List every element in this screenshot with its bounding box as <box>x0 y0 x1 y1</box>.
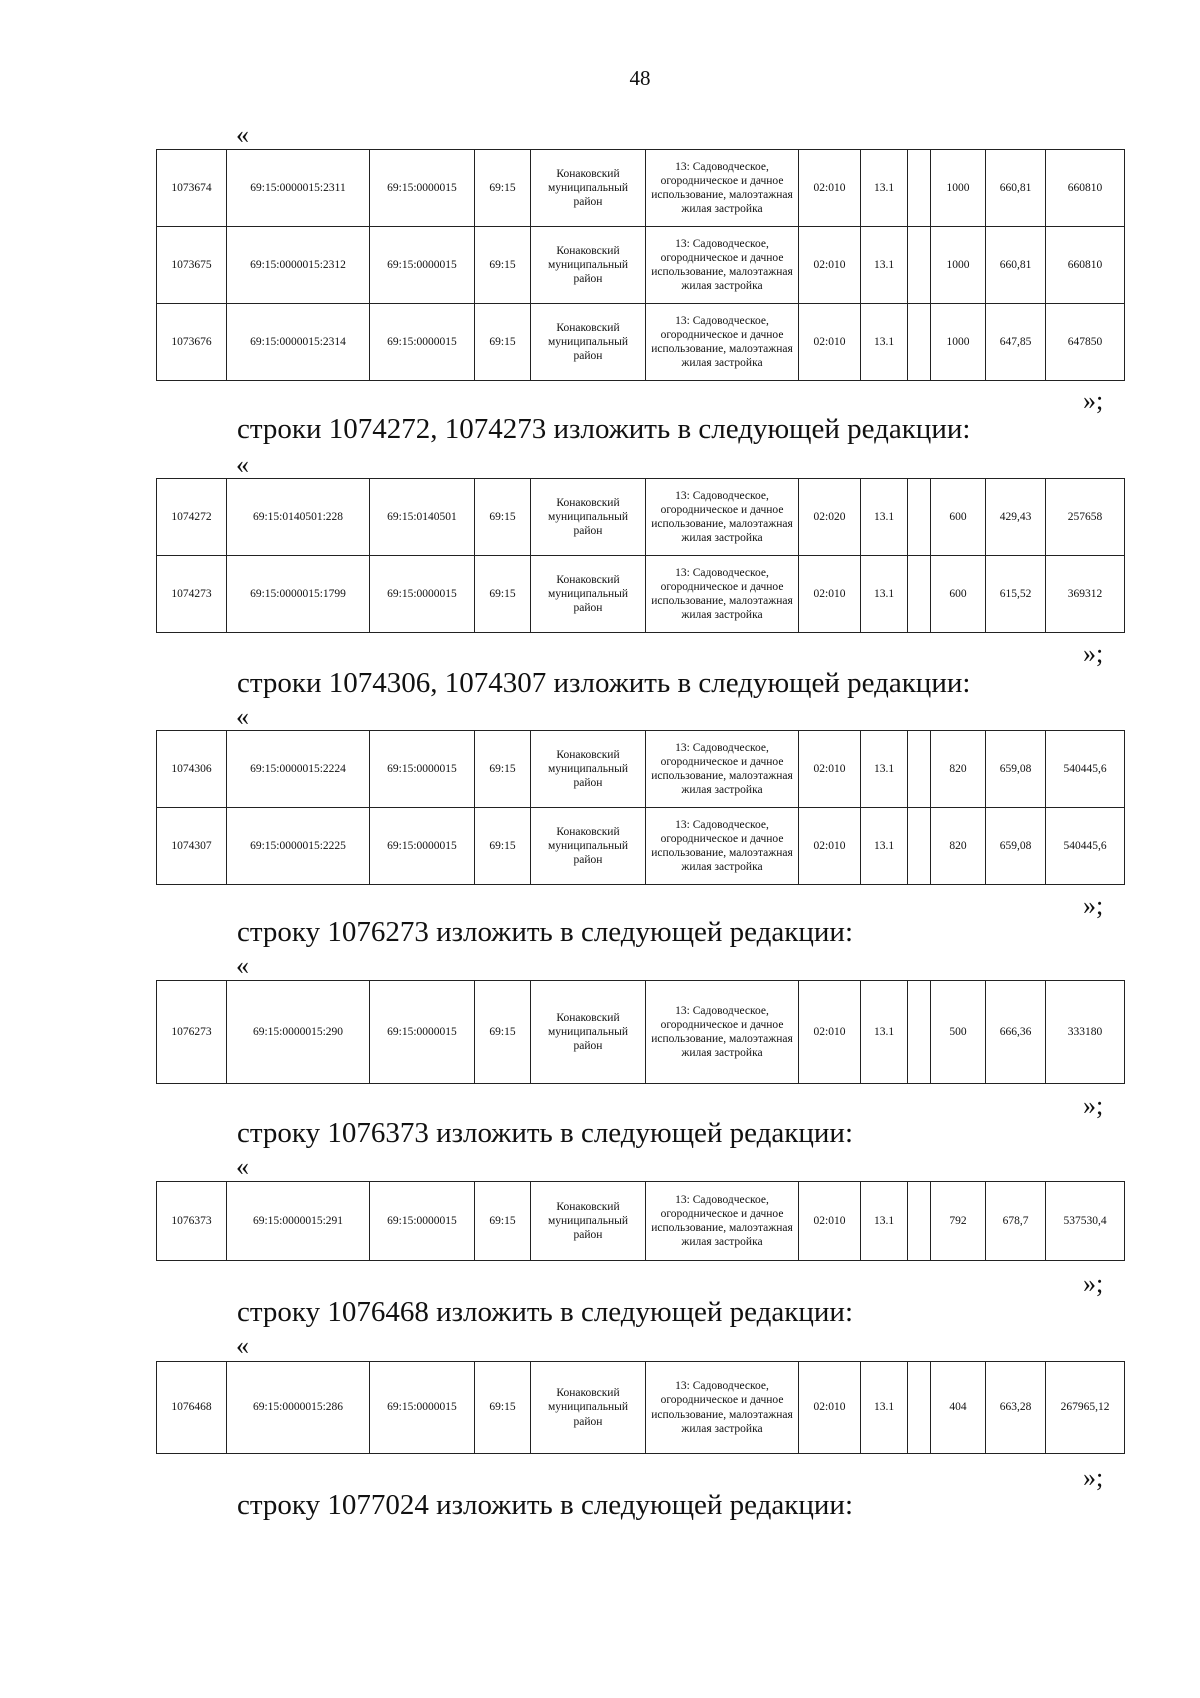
cell-land-use: 13: Садоводческое, огородническое и дачное использование, малоэтажная жилая застройка <box>646 808 799 885</box>
cell-code: 02:010 <box>799 227 861 304</box>
cell-rate: 659,08 <box>986 808 1046 885</box>
opening-quote: « <box>236 450 249 479</box>
opening-quote: « <box>236 120 249 149</box>
cell-value: 540445,6 <box>1046 808 1125 885</box>
cell-value: 267965,12 <box>1046 1362 1125 1454</box>
cell-quarter: 69:15:0000015 <box>370 227 475 304</box>
cell-cadastral-number: 69:15:0000015:2224 <box>227 731 370 808</box>
closing-quote: »; <box>1083 1091 1104 1120</box>
cell-quarter: 69:15:0000015 <box>370 731 475 808</box>
cell-blank <box>908 1182 931 1261</box>
opening-quote: « <box>236 702 249 731</box>
cell-value: 369312 <box>1046 556 1125 633</box>
cell-district-code: 69:15 <box>475 1182 531 1261</box>
data-table <box>156 730 1125 885</box>
opening-quote: « <box>236 951 249 980</box>
cell-code: 02:010 <box>799 1362 861 1454</box>
cell-code: 02:010 <box>799 981 861 1084</box>
cell-blank <box>908 1362 931 1454</box>
cell-value: 333180 <box>1046 981 1125 1084</box>
cell-district-code: 69:15 <box>475 808 531 885</box>
cell-land-use: 13: Садоводческое, огородническое и дачное использование, малоэтажная жилая застройка <box>646 1362 799 1454</box>
cell-rate: 647,85 <box>986 304 1046 381</box>
cell-district: Конаковский муниципальный район <box>531 731 646 808</box>
table-row <box>157 981 1125 1084</box>
cell-blank <box>908 304 931 381</box>
cell-area: 1000 <box>931 227 986 304</box>
cell-blank <box>908 808 931 885</box>
cell-id: 1076273 <box>157 981 227 1084</box>
cell-land-use: 13: Садоводческое, огородническое и дачное использование, малоэтажная жилая застройка <box>646 479 799 556</box>
cell-id: 1074307 <box>157 808 227 885</box>
cell-area: 600 <box>931 556 986 633</box>
cell-quarter: 69:15:0000015 <box>370 1182 475 1261</box>
closing-quote: »; <box>1083 1463 1104 1492</box>
cell-rate: 659,08 <box>986 731 1046 808</box>
cell-district: Конаковский муниципальный район <box>531 1182 646 1261</box>
cell-group: 13.1 <box>861 981 908 1084</box>
cell-id: 1074272 <box>157 479 227 556</box>
cell-area: 404 <box>931 1362 986 1454</box>
cell-land-use: 13: Садоводческое, огородническое и дачное использование, малоэтажная жилая застройка <box>646 981 799 1084</box>
cell-cadastral-number: 69:15:0000015:2314 <box>227 304 370 381</box>
cell-area: 820 <box>931 731 986 808</box>
cell-cadastral-number: 69:15:0000015:290 <box>227 981 370 1084</box>
cell-id: 1073675 <box>157 227 227 304</box>
cell-area: 600 <box>931 479 986 556</box>
table-row <box>157 150 1125 227</box>
cell-id: 1073676 <box>157 304 227 381</box>
cell-cadastral-number: 69:15:0000015:2312 <box>227 227 370 304</box>
cell-district-code: 69:15 <box>475 1362 531 1454</box>
opening-quote: « <box>236 1331 249 1360</box>
cell-cadastral-number: 69:15:0000015:291 <box>227 1182 370 1261</box>
cell-blank <box>908 556 931 633</box>
cell-blank <box>908 981 931 1084</box>
cell-group: 13.1 <box>861 731 908 808</box>
cell-district: Конаковский муниципальный район <box>531 150 646 227</box>
cell-value: 257658 <box>1046 479 1125 556</box>
closing-quote: »; <box>1083 386 1104 415</box>
cell-rate: 663,28 <box>986 1362 1046 1454</box>
cell-rate: 660,81 <box>986 150 1046 227</box>
cell-blank <box>908 150 931 227</box>
cell-district-code: 69:15 <box>475 479 531 556</box>
cell-district: Конаковский муниципальный район <box>531 227 646 304</box>
cell-blank <box>908 731 931 808</box>
cell-district-code: 69:15 <box>475 981 531 1084</box>
instruction-text: строку 1076373 изложить в следующей редакции: <box>237 1117 853 1149</box>
instruction-text: строки 1074272, 1074273 изложить в следующей редакции: <box>237 413 971 445</box>
closing-quote: »; <box>1083 1269 1104 1298</box>
cell-district-code: 69:15 <box>475 150 531 227</box>
cell-land-use: 13: Садоводческое, огородническое и дачное использование, малоэтажная жилая застройка <box>646 1182 799 1261</box>
cell-district-code: 69:15 <box>475 731 531 808</box>
page-number: 48 <box>629 66 651 90</box>
cell-rate: 429,43 <box>986 479 1046 556</box>
cell-rate: 666,36 <box>986 981 1046 1084</box>
cell-area: 792 <box>931 1182 986 1261</box>
data-table <box>156 1361 1125 1454</box>
table-row <box>157 731 1125 808</box>
cell-blank <box>908 479 931 556</box>
cell-group: 13.1 <box>861 150 908 227</box>
cell-district-code: 69:15 <box>475 304 531 381</box>
closing-quote: »; <box>1083 891 1104 920</box>
cell-code: 02:010 <box>799 304 861 381</box>
cell-code: 02:010 <box>799 556 861 633</box>
table-row <box>157 1362 1125 1454</box>
cell-district: Конаковский муниципальный район <box>531 304 646 381</box>
data-table <box>156 1181 1125 1261</box>
table-row <box>157 1182 1125 1261</box>
opening-quote: « <box>236 1152 249 1181</box>
cell-value: 660810 <box>1046 227 1125 304</box>
cell-id: 1076373 <box>157 1182 227 1261</box>
cell-id: 1073674 <box>157 150 227 227</box>
cell-district-code: 69:15 <box>475 227 531 304</box>
cell-value: 540445,6 <box>1046 731 1125 808</box>
cell-district-code: 69:15 <box>475 556 531 633</box>
cell-value: 660810 <box>1046 150 1125 227</box>
cell-cadastral-number: 69:15:0000015:1799 <box>227 556 370 633</box>
cell-quarter: 69:15:0000015 <box>370 808 475 885</box>
cell-group: 13.1 <box>861 808 908 885</box>
cell-area: 1000 <box>931 150 986 227</box>
cell-district: Конаковский муниципальный район <box>531 556 646 633</box>
instruction-text: строки 1074306, 1074307 изложить в следующей редакции: <box>237 667 971 699</box>
cell-rate: 678,7 <box>986 1182 1046 1261</box>
cell-code: 02:010 <box>799 150 861 227</box>
cell-quarter: 69:15:0140501 <box>370 479 475 556</box>
cell-cadastral-number: 69:15:0000015:2311 <box>227 150 370 227</box>
cell-blank <box>908 227 931 304</box>
cell-quarter: 69:15:0000015 <box>370 556 475 633</box>
cell-land-use: 13: Садоводческое, огородническое и дачное использование, малоэтажная жилая застройка <box>646 150 799 227</box>
cell-cadastral-number: 69:15:0140501:228 <box>227 479 370 556</box>
cell-rate: 615,52 <box>986 556 1046 633</box>
cell-group: 13.1 <box>861 304 908 381</box>
data-table <box>156 478 1125 633</box>
cell-land-use: 13: Садоводческое, огородническое и дачное использование, малоэтажная жилая застройка <box>646 227 799 304</box>
cell-group: 13.1 <box>861 1182 908 1261</box>
cell-group: 13.1 <box>861 556 908 633</box>
table-row <box>157 227 1125 304</box>
cell-district: Конаковский муниципальный район <box>531 479 646 556</box>
table-row <box>157 304 1125 381</box>
cell-quarter: 69:15:0000015 <box>370 304 475 381</box>
cell-land-use: 13: Садоводческое, огородническое и дачное использование, малоэтажная жилая застройка <box>646 731 799 808</box>
cell-id: 1076468 <box>157 1362 227 1454</box>
cell-quarter: 69:15:0000015 <box>370 981 475 1084</box>
data-table <box>156 149 1125 381</box>
instruction-text: строку 1077024 изложить в следующей редакции: <box>237 1489 853 1521</box>
table-row <box>157 479 1125 556</box>
cell-id: 1074273 <box>157 556 227 633</box>
cell-value: 537530,4 <box>1046 1182 1125 1261</box>
cell-cadastral-number: 69:15:0000015:286 <box>227 1362 370 1454</box>
table-row <box>157 556 1125 633</box>
cell-value: 647850 <box>1046 304 1125 381</box>
table-row <box>157 808 1125 885</box>
closing-quote: »; <box>1083 639 1104 668</box>
cell-land-use: 13: Садоводческое, огородническое и дачное использование, малоэтажная жилая застройка <box>646 304 799 381</box>
instruction-text: строку 1076273 изложить в следующей редакции: <box>237 916 853 948</box>
cell-code: 02:020 <box>799 479 861 556</box>
cell-quarter: 69:15:0000015 <box>370 1362 475 1454</box>
cell-group: 13.1 <box>861 227 908 304</box>
cell-quarter: 69:15:0000015 <box>370 150 475 227</box>
cell-code: 02:010 <box>799 808 861 885</box>
cell-code: 02:010 <box>799 731 861 808</box>
data-table <box>156 980 1125 1084</box>
cell-area: 500 <box>931 981 986 1084</box>
cell-area: 820 <box>931 808 986 885</box>
cell-land-use: 13: Садоводческое, огородническое и дачное использование, малоэтажная жилая застройка <box>646 556 799 633</box>
cell-group: 13.1 <box>861 479 908 556</box>
cell-district: Конаковский муниципальный район <box>531 808 646 885</box>
cell-district: Конаковский муниципальный район <box>531 1362 646 1454</box>
cell-id: 1074306 <box>157 731 227 808</box>
cell-district: Конаковский муниципальный район <box>531 981 646 1084</box>
cell-code: 02:010 <box>799 1182 861 1261</box>
cell-cadastral-number: 69:15:0000015:2225 <box>227 808 370 885</box>
cell-rate: 660,81 <box>986 227 1046 304</box>
cell-group: 13.1 <box>861 1362 908 1454</box>
instruction-text: строку 1076468 изложить в следующей редакции: <box>237 1296 853 1328</box>
cell-area: 1000 <box>931 304 986 381</box>
